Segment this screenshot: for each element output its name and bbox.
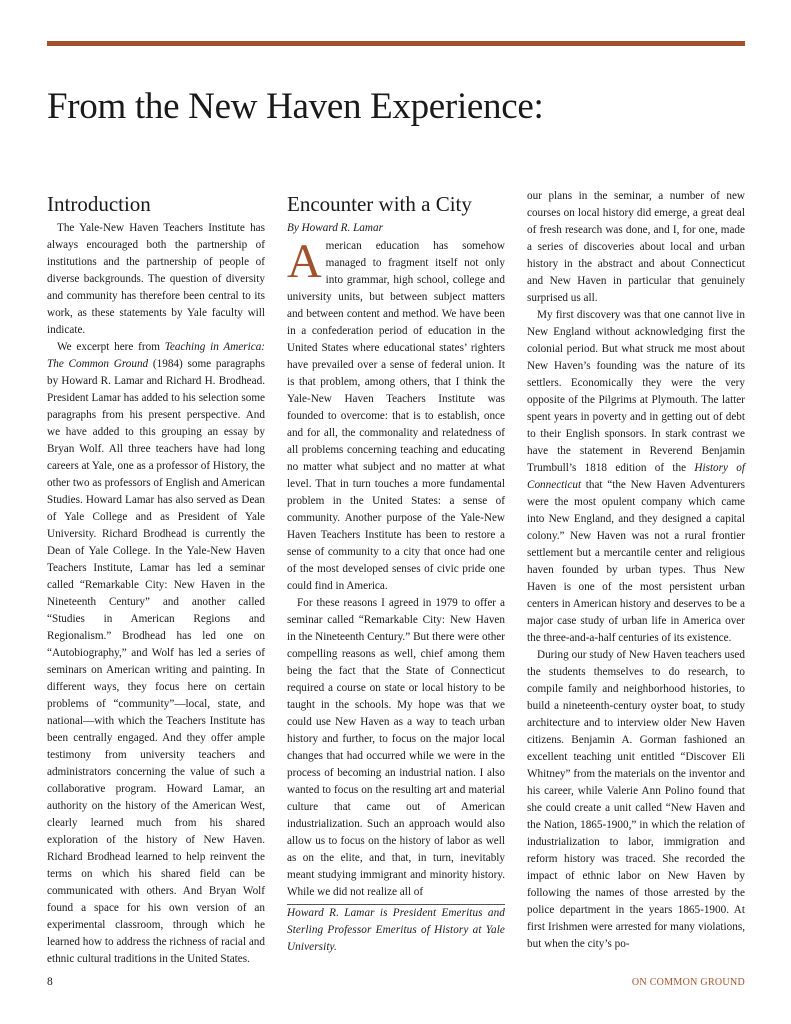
author-note: Howard R. Lamar is President Emeritus and Sterling Professor Emeritus of History at Yale University. xyxy=(287,907,505,953)
essay-paragraph-3 xyxy=(527,307,745,647)
introduction-heading: Introduction xyxy=(47,192,151,216)
byline: By Howard R. Lamar xyxy=(287,222,383,234)
intro-paragraph-2 xyxy=(47,339,265,968)
column-essay-start xyxy=(287,190,505,956)
intro-p2-text-b: (1984) some paragraphs by Howard R. Lamar and Richard H. Brodhead. President Lamar has added to his selection some paragraphs from his present perspective. And we have added to this grouping an essay by Bryan Wolf. All three teachers have had long careers at Yale, one as a professor of History, the other two as professors of English and American Studies. Howard Lamar has also served as Dean of Yale College and as President of Yale University. Richard Brodhead is currently the Dean of Yale College. In the Yale-New Haven Teachers Institute, Lamar has led a seminar called “Remarkable City: New Haven in the Nineteenth Century” and another called “Studies in American Regions and Regionalism.” Brodhead has led one on “Autobiography,” and Wolf has led a series of seminars on American writing and painting. In different ways, they focus here on certain problems of “community”—local, state, and national—with which the Teachers Institute has been centrally engaged. And they offer ample testimony from university teachers and administrators concerning the value of such a collaborative program. Howard Lamar, an authority on the history of the American West, clearly learned much from his shared exploration of the history of New Haven. Richard Brodhead learned to help reinvent the terms on which his shared field can be communicated with others. And Bryan Wolf found a space for his own version of an experimental classroom, through which he learned how to address the richness of racial and ethnic cultural traditions in the United States. xyxy=(47,358,265,965)
essay-p1-text: merican education has somehow managed to fragment itself not only into grammar, high school, college and university units, but between subject matters and between content and method. We have been in a confederation period of education in the United States where educational states’ righters have prevailed over a sense of federal union. It is that problem, among others, that I think the Yale-New Haven Teachers Institute was founded to overcome: that is to establish, once and for all, the commonality and relatedness of all problems concerning teaching and educating no matter what subject and no matter at what level. That in turn touches a more fundamental problem in the United States: a sense of community. Another purpose of the Yale-New Haven Teachers Institute has been to restore a sense of community to a city that once had one of the most developed senses of civic pride one could find in America. xyxy=(287,240,505,592)
drop-cap: A xyxy=(287,235,322,288)
column-essay-continued xyxy=(527,188,745,953)
essay-p3-text-b: that “the New Haven Adventurers were the most opulent company which came into New England, and they designed a capital colony.” New Haven was not a rural frontier settlement but a mercantile center and religious haven founded by urban types. Thus New Haven is one of the most persistent urban centers in American history and deserves to be a major case study of urban life in America over the three-and-a-half centuries of its existence. xyxy=(527,479,745,644)
intro-p2-text-a: We excerpt here from xyxy=(57,341,165,353)
essay-p3-text-a: My first discovery was that one cannot live in New England without acknowledging first the colonial period. But what struck me most about New Haven’s founding was the nature of its settlers. Economically they were the very opposite of the Pilgrims at Plymouth. The latter spent years in poverty and in getting out of debt to their English sponsors. In stark contrast we have the statement in Reverend Benjamin Trumbull’s 1818 edition of the xyxy=(527,309,745,474)
page-title: From the New Haven Experience: xyxy=(47,86,544,127)
essay-paragraph-1 xyxy=(287,235,505,595)
running-footer: ON COMMON GROUND xyxy=(631,977,745,988)
essay-continuation: our plans in the seminar, a number of new courses on local history did emerge, a great deal of fresh research was done, and I, for one, made a series of discoveries about local and urban history in the abstract and about Connecticut and New Haven in particular that genuinely surprised us all. xyxy=(527,190,745,304)
essay-paragraph-4: During our study of New Haven teachers used the students themselves to do research, to compile family and neighborhood histories, to build a nineteenth-century oyster boat, to study architecture and to interview older New Haven citizens. Benjamin A. Gorman fashioned an excellent teaching unit entitled “Discover Eli Whitney” from the materials on the inventor and his career, while Valerie Ann Polino found that she could create a unit called “New Haven and the Nation, 1865-1900,” in which the relation of industrialization to labor, immigration and reform history was traced. She recorded the impact of ethnic labor on New Haven by following the names of those arrested by the police department in the years 1865-1900. At first Irishmen were arrested for many violations, but when the city’s po- xyxy=(527,649,745,950)
book-title-history-of-connecticut: History of Connecticut xyxy=(527,462,745,491)
essay-heading: Encounter with a City xyxy=(287,192,472,216)
intro-paragraph-1: The Yale-New Haven Teachers Institute has always encouraged both the partnership of institutions and the partnership of people of diverse backgrounds. The question of diversity and community has therefore been central to its work, as these statements by Yale faculty will indicate. xyxy=(47,222,265,336)
column-introduction xyxy=(47,190,265,968)
page-number: 8 xyxy=(47,976,53,988)
essay-paragraph-2: For these reasons I agreed in 1979 to offer a seminar called “Remarkable City: New Haven in the Nineteenth Century.” But there were other compelling reasons as well, chief among them being the fact that the State of Connecticut required a course on state or local history to be taught in the schools. My hope was that we could use New Haven as a way to teach urban history and further, to focus on the major local changes that had occurred while we were in the process of becoming an industrial nation. I also wanted to focus on the resulting art and material culture that came out of American industrialization. Such an approach would also allow us to focus on the history of labor as well as on the elite, and that, in turn, inevitably meant studying immigrant and minority history. While we did not realize all of xyxy=(287,597,505,898)
top-rule xyxy=(47,41,745,46)
book-title-teaching-in-america: Teaching in America: The Common Ground xyxy=(47,341,266,370)
